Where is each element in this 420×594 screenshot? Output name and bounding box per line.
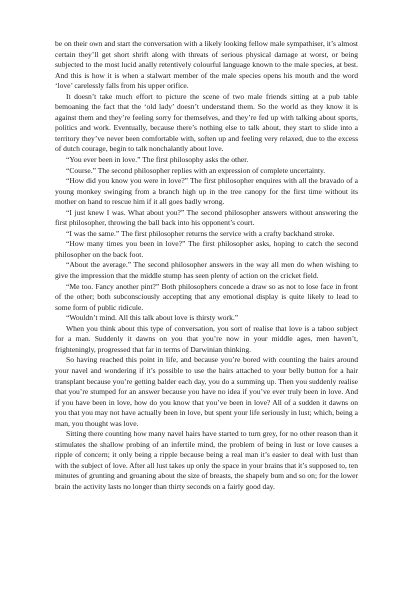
paragraph: It doesn’t take much effort to picture the scene of two male friends sitting at a pub table bemoaning the fact that the ‘old lady’ doesn’t understand them. So the world as they know it is against them and they’re feeling sorry for themselves, and they’re fed up with talking about sports, politics and work. Eventually, because there’s nothing else to talk about, they start to slide into a territory they’ve never been comfortable with, soften up and feeling very relaxed, due to the excess of dutch courage, begin to talk nonchalantly about love. [55,91,358,154]
paragraph: “Wouldn’t mind. All this talk about love is thirsty work.” [66,313,239,323]
paragraph: When you think about this type of conversation, you sort of realise that love is a taboo subject for a man. Suddenly it dawns on you that you’re now in your middle ages, men haven’t, frighteningly, progressed that far in terms of Darwinian thinking. [55,323,358,354]
paragraph: “How did you know you were in love?” The first philosopher enquires with all the bravado of a young monkey swinging from a branch high up in the tree canopy for the first time without its mother on hand to rescue him if it all goes badly wrong. [55,176,358,207]
paragraph: Sitting there counting how many navel hairs have started to turn grey, for no other reason than it stimulates the shallow probing of an infertile mind, the problem of being in lust or love causes a ripple of concern; it only being a ripple because being a real man it’s easier to deal with lust than with the subject of love. After all lust takes up only the space in your brains that it’s supposed to, ten minutes of grunting and groaning about the size of breasts, the shapely bum and so on; for the lower brain the activity lasts no longer than thirty seconds on a fairly good day. [55,429,358,491]
paragraph: “I just knew I was. What about you?” The second philosopher answers without answering the first philosopher, throwing the ball back into his opponent’s court. [55,207,358,228]
paragraph: be on their own and start the conversation with a likely looking fellow male sympathiser, it’s almost certain they’ll get short shrift along with threats of serious physical damage at worst, or being subjected to the most lucid anally retentively colourful language known to the male species, at best. And this is how it is when a stalwart member of the male species opens his mouth and the word ‘love’ carelessly falls from his upper orifice. [55,39,358,91]
paragraph: “Me too. Fancy another pint?” Both philosophers concede a draw so as not to lose face in front of the other; both subconsciously accepting that any emotional display is quite likely to lead to some form of public ridicule. [55,281,358,312]
body-text [55,39,358,493]
paragraph: “Course.” The second philosopher replies with an expression of complete uncertainty. [66,165,326,175]
paragraph: “About the average.” The second philosopher answers in the way all men do when wishing to give the impression that the middle stump has seen plenty of action on the cricket field. [55,260,358,281]
paragraph: “How many times you been in love?” The first philosopher asks, hoping to catch the second philosopher on the back foot. [55,239,358,259]
paragraph: “I was the same.” The first philosopher returns the service with a crafty backhand stroke. [66,228,335,238]
paragraph: So having reached this point in life, and because you’re bored with counting the hairs around your navel and wondering if it’s possible to use the hairs attached to your belly button for a hair transplant because you’re getting balder each day, you do a summing up. Then you suddenly realise that you’re stumped for an answer because you have no idea if you’ve ever truly been in love. And if you have been in love, how do you know that you’ve been in love? All of a sudden it dawns on you that you may not have actually been in love, but spent your life seriously in lust; which, being a man, you thought was love. [55,355,358,428]
paragraph: “You ever been in love.” The first philosophy asks the other. [66,155,249,165]
